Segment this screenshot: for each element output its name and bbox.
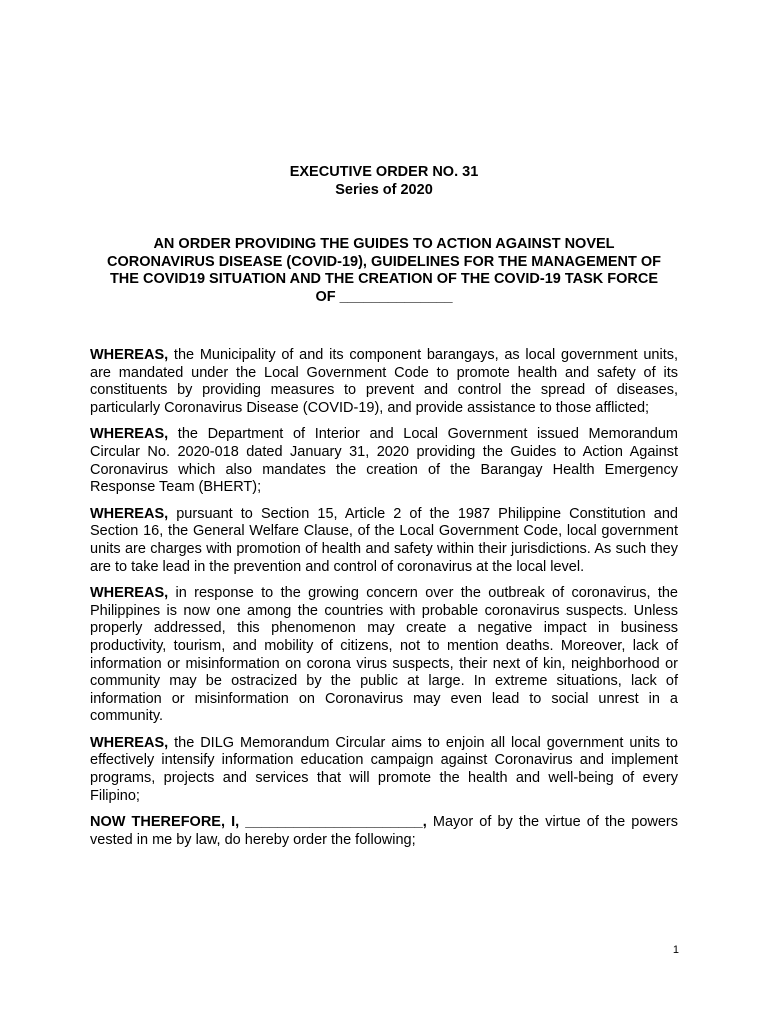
whereas-clause bbox=[90, 347, 678, 417]
order-series: Series of 2020 bbox=[335, 181, 433, 198]
clause-lead: WHEREAS, bbox=[90, 505, 169, 522]
subject-line: OF ______________ bbox=[315, 288, 453, 305]
whereas-clause bbox=[90, 506, 678, 576]
whereas-clause bbox=[90, 585, 678, 726]
page-number: 1 bbox=[672, 944, 679, 956]
clause-text: pursuant to Section 15, Article 2 of the 1987 Philippine Constitution and Section 16, the General Welfare Clause, of the Local Government Code, local government units are charges with promotion of health and safety within their jurisdictions. As such they are to take lead in the prevention and control of coronavirus at the local level. bbox=[90, 505, 678, 575]
clause-lead: WHEREAS, bbox=[90, 426, 169, 443]
whereas-clause bbox=[90, 735, 678, 805]
subject-line: CORONAVIRUS DISEASE (COVID-19), GUIDELINES FOR THE MANAGEMENT OF bbox=[107, 253, 661, 270]
clause-lead: NOW THEREFORE, I, ______________________, bbox=[90, 814, 427, 831]
clause-lead: WHEREAS, bbox=[90, 585, 169, 602]
order-heading bbox=[90, 164, 678, 199]
order-subject bbox=[90, 236, 678, 306]
subject-line: THE COVID19 SITUATION AND THE CREATION OF THE COVID-19 TASK FORCE bbox=[109, 271, 659, 287]
clause-text: the Municipality of and its component barangays, as local government units, are mandated under the Local Government Code to promote health and safety of its constituents by providing measures to prevent and control the spread of diseases, particularly Coronavirus Disease (COVID-19), and provide assistance to those afflicted; bbox=[90, 347, 678, 416]
clause-text: Mayor of by the virtue of the powers vested in me by law, do hereby order the following; bbox=[90, 814, 678, 848]
clause-text: the DILG Memorandum Circular aims to enjoin all local government units to effectively intensify information education campaign against Coronavirus and implement programs, projects and services that will promote the health and well-being of every Filipino; bbox=[90, 734, 678, 804]
clause-lead: WHEREAS, bbox=[90, 734, 169, 751]
clause-lead: WHEREAS, bbox=[90, 347, 169, 363]
clause-text: in response to the growing concern over the outbreak of coronavirus, the Philippines is now one among the countries with probable coronavirus suspects. Unless properly addressed, this phenomenon may create a negative impact in business productivity, tourism, and mobility of citizens, not to mention deaths. Moreover, lack of information or misinformation on corona virus suspects, their next of kin, neighborhood or community may be ostracized by the public at large. In extreme situations, lack of information or misinformation on Coronavirus may even lead to social unrest in a community. bbox=[90, 585, 678, 725]
document-body bbox=[90, 347, 678, 858]
subject-line: AN ORDER PROVIDING THE GUIDES TO ACTION AGAINST NOVEL bbox=[153, 236, 615, 252]
order-clause bbox=[90, 814, 678, 849]
whereas-clause bbox=[90, 426, 678, 496]
order-title: EXECUTIVE ORDER NO. 31 bbox=[289, 164, 479, 180]
clause-text: the Department of Interior and Local Government issued Memorandum Circular No. 2020-018 dated January 31, 2020 providing the Guides to Action Against Coronavirus which also mandates the creation of the Barangay Health Emergency Response Team (BHERT); bbox=[90, 426, 678, 496]
